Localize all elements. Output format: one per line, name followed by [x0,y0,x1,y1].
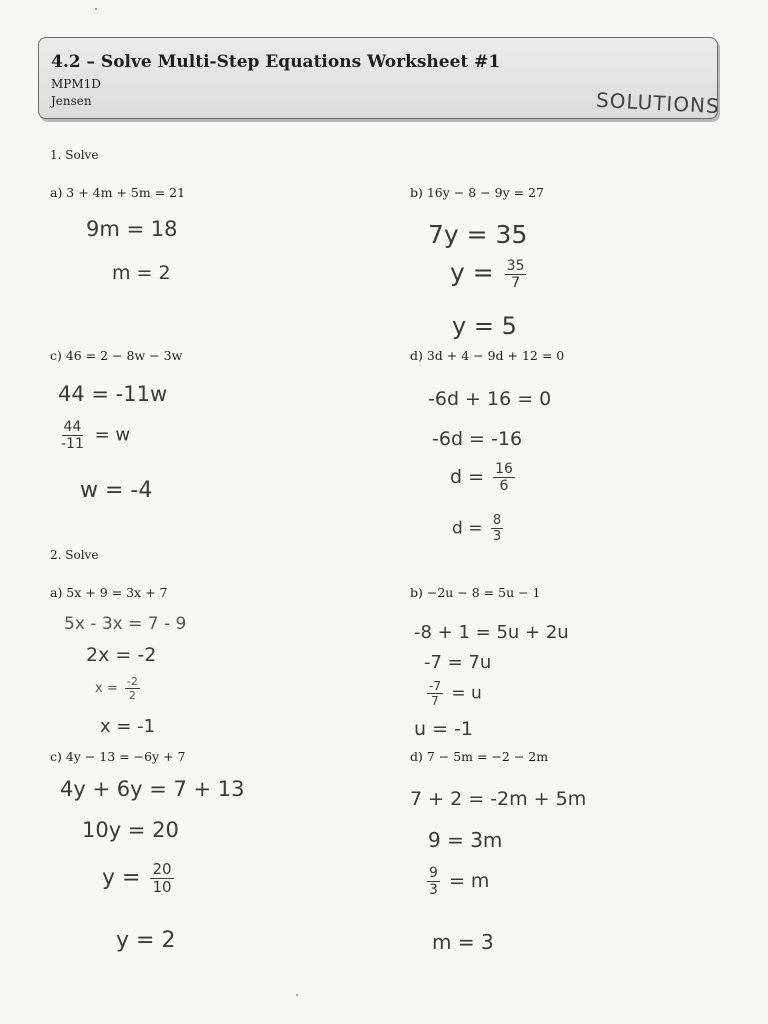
step-2b-4: u = -1 [414,718,473,740]
step-2a-1: 5x - 3x = 7 - 9 [64,614,187,634]
step-1b-2-lhs: y = [450,258,494,287]
fraction-denominator: 7 [431,694,439,708]
fraction-numerator: 8 [492,513,502,528]
step-2b-3-rhs: = u [451,683,482,704]
problem-2a: a) 5x + 9 = 3x + 7 [50,585,168,600]
fraction-numerator: -7 [429,679,441,693]
step-1b-3: y = 5 [452,312,517,340]
step-2a-3 [95,676,143,701]
section-1-title: 1. Solve [50,148,99,162]
fraction-numerator: 35 [506,257,525,274]
step-1c-2-rhs: = w [94,424,131,446]
fraction-20-over-10 [150,862,173,895]
fraction-numerator: -2 [126,675,138,688]
step-1c-2 [56,420,130,451]
fraction-denominator: -11 [61,436,84,452]
step-1d-2: -6d = -16 [432,428,523,450]
scan-speck [296,994,298,996]
problem-2d: d) 7 − 5m = −2 − 2m [410,749,549,764]
step-2b-3 [424,680,482,707]
fraction-neg7-over-7 [427,680,443,707]
section-2-title: 2. Solve [50,548,99,562]
solutions-stamp: SOLUTIONS [595,87,721,119]
problem-2c: c) 4y − 13 = −6y + 7 [50,749,186,764]
step-1d-4-lhs: d = [452,518,483,539]
fraction-numerator: 16 [495,461,513,477]
step-1c-3: w = -4 [80,478,153,503]
step-1a-2: m = 2 [112,262,171,284]
step-2b-2: -7 = 7u [424,652,492,673]
step-1d-3-lhs: d = [450,466,485,488]
scan-speck [95,8,97,10]
step-1c-1: 44 = -11w [58,382,168,406]
step-2b-1: -8 + 1 = 5u + 2u [414,622,569,643]
step-2a-2: 2x = -2 [86,644,157,666]
fraction-denominator: 6 [499,478,509,494]
fraction-numerator: 44 [63,419,82,435]
step-2d-3-rhs: = m [448,870,490,892]
step-2d-4: m = 3 [432,930,494,954]
step-2c-1: 4y + 6y = 7 + 13 [60,777,245,801]
step-1a-1: 9m = 18 [86,217,178,241]
worksheet-title: 4.2 – Solve Multi-Step Equations Worksheet #1 [51,52,501,72]
step-2c-3-lhs: y = [102,865,141,891]
fraction-9-over-3 [427,866,440,897]
fraction-denominator: 2 [128,689,136,702]
fraction-denominator: 10 [152,878,172,896]
fraction-denominator: 7 [511,274,521,291]
step-2d-3 [424,866,489,897]
fraction-denominator: 3 [429,882,438,898]
step-2d-2: 9 = 3m [428,828,503,852]
step-1d-3 [450,462,518,493]
fraction-8-over-3 [491,514,503,543]
step-1d-1: -6d + 16 = 0 [428,388,552,410]
fraction-numerator: 20 [152,860,172,878]
fraction-35-over-7 [505,259,527,290]
step-2d-1: 7 + 2 = -2m + 5m [410,788,587,810]
step-2a-3-lhs: x = [95,681,118,696]
step-2a-4: x = -1 [100,716,156,737]
step-2c-2: 10y = 20 [82,818,179,842]
fraction-neg2-over-2 [125,676,140,701]
fraction-16-over-6 [493,462,515,493]
step-1d-4 [452,514,506,543]
fraction-44-over-neg11 [59,420,86,451]
teacher-name: Jensen [51,94,92,108]
problem-1c: c) 46 = 2 − 8w − 3w [50,348,183,363]
step-1b-1: 7y = 35 [428,220,528,249]
problem-1a: a) 3 + 4m + 5m = 21 [50,185,186,200]
fraction-numerator: 9 [429,865,438,881]
step-2c-4: y = 2 [116,928,176,953]
step-2c-3 [102,862,177,895]
course-code: MPM1D [51,77,101,91]
step-1b-2 [450,258,529,290]
problem-2b: b) −2u − 8 = 5u − 1 [410,585,541,600]
problem-1d: d) 3d + 4 − 9d + 12 = 0 [410,348,565,363]
fraction-denominator: 3 [492,529,502,544]
problem-1b: b) 16y − 8 − 9y = 27 [410,185,544,200]
